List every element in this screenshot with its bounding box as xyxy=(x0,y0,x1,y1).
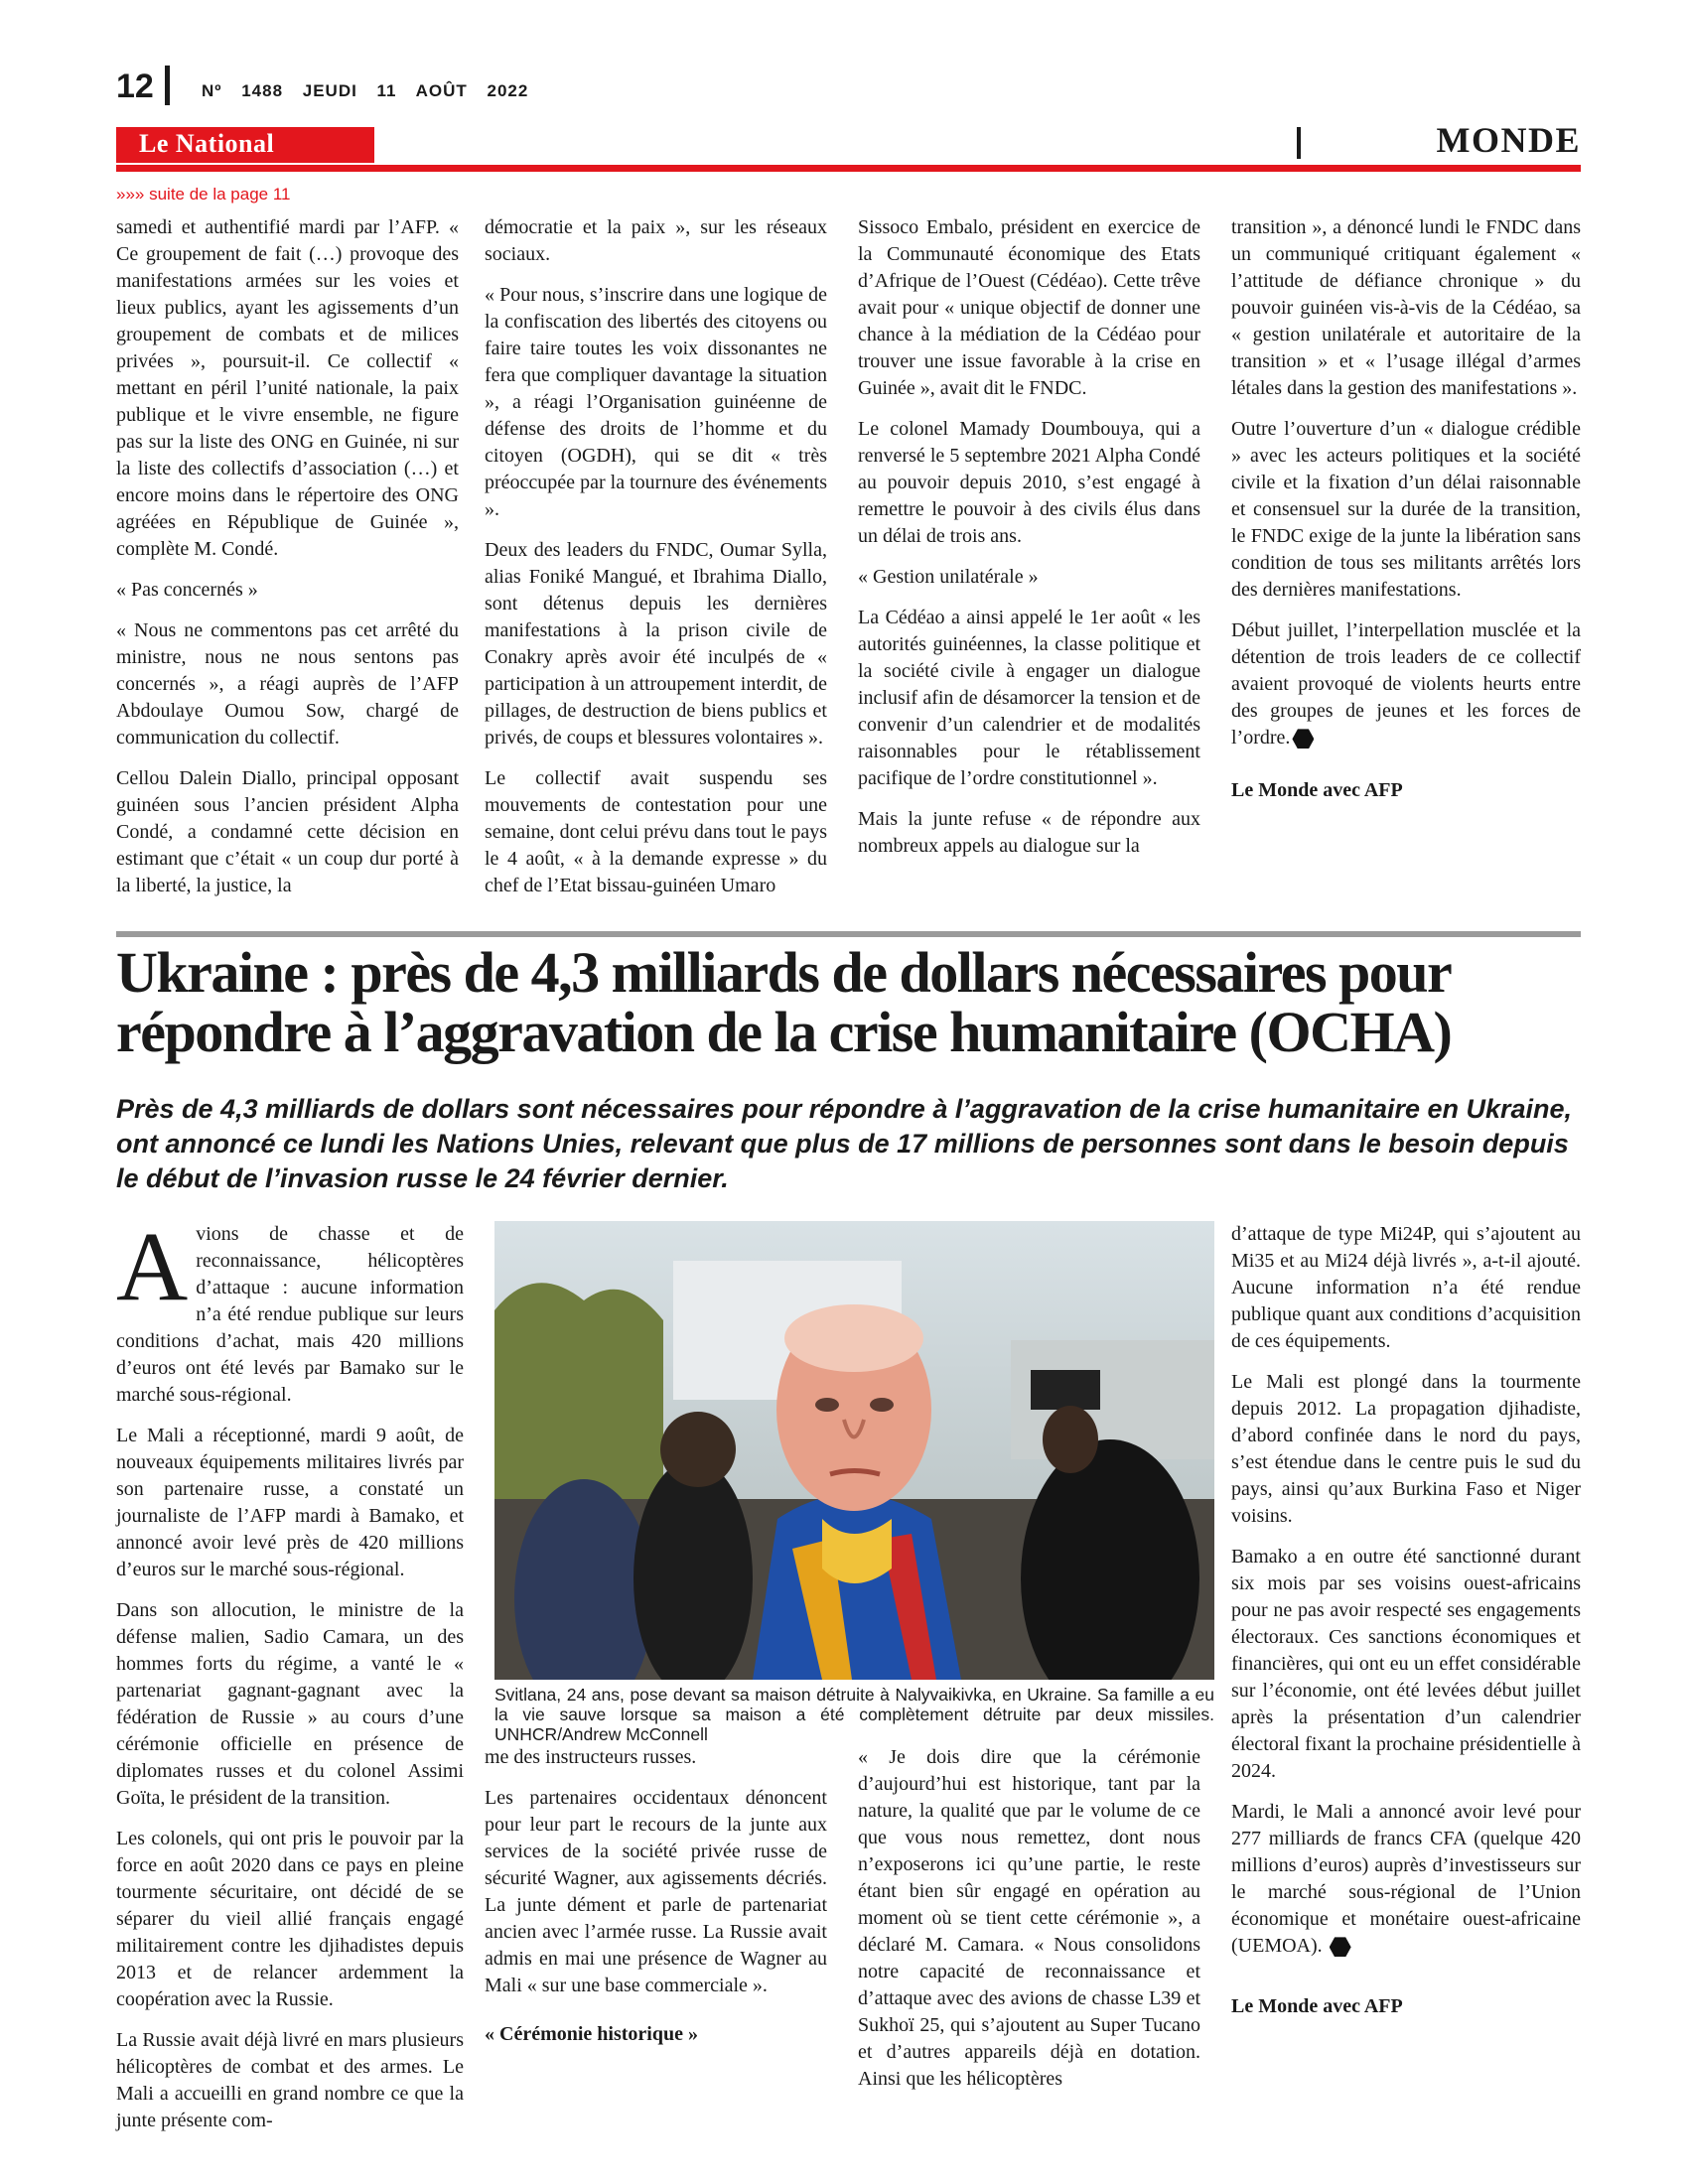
paragraph: me des instructeurs russes. xyxy=(485,1746,697,1768)
paragraph: Bamako a en outre été sanctionné durant six mois par ses voisins ouest-africains pour ne pas avoir respecté ses engagements électoraux. Ces sanctions économiques et financières, qui ont eu un effet considérable sur l’économie, ont été levées début juillet après la présentation d’un calendrier électoral fixant la prochaine présidentielle à 2024. xyxy=(1231,1546,1581,1782)
continued-from: »»» suite de la page 11 xyxy=(116,185,291,204)
top-article-col1 xyxy=(116,214,459,913)
paragraph: « Pour nous, s’inscrire dans une logique de la confiscation des libertés des citoyens ou faire taire toutes les voix dissonantes ne fera que compliquer davantage la situation », a réagi l’Organisation guinéenne de défense des droits de l’homme et du citoyen (OGDH), qui se dit « très préoccupée par la tournure des événements ». xyxy=(485,284,827,520)
article-separator xyxy=(116,931,1581,937)
paragraph: Le Mali est plongé dans la tourmente depuis 2012. La propagation djihadiste, d’abord confinée dans le nord du pays, s’est étendue dans le centre puis le sud du pays, ainsi qu’aux Burkina Faso et Niger voisins. xyxy=(1231,1371,1581,1527)
header-rule xyxy=(116,165,1581,172)
main-article-col1 xyxy=(116,1211,464,2148)
article-headline: Ukraine : près de 4,3 milliards de dollars nécessaires pour répondre à l’aggravation de la crise humanitaire (OCHA) xyxy=(116,940,1452,1064)
paragraph: « Je dois dire que la cérémonie d’aujourd’hui est historique, tant par la nature, la qualité que par le volume de ce que vous nous remettez, dont nous n’exposerons ici qu’une partie, le reste étant bien sûr engagé en opération au moment où se tient cette cérémonie », a déclaré M. Camara. « Nous consolidons notre capacité de reconnaissance et d’attaque avec des avions de chasse L39 et Sukhoï 25, qui s’ajoutent au Super Tucano et d’autres appareils déjà en dotation. Ainsi que les hélicoptères xyxy=(858,1746,1200,2090)
paragraph: « Nous ne commentons pas cet arrêté du ministre, nous ne nous sentons pas concernés », a réagi auprès de l’AFP Abdoulaye Oumou Sow, chargé de communication du collectif. xyxy=(116,619,459,749)
paragraph xyxy=(116,1211,464,1409)
paragraph: Mais la junte refuse « de répondre aux nombreux appels au dialogue sur la xyxy=(858,808,1200,857)
paragraph-text: vions de chasse et de reconnaissance, hélicoptères d’attaque : aucune information n’a été rendue publique sur leurs conditions d’achat, mais 420 millions d’euros ont été levés par Bamako sur le marché sous-régional. xyxy=(116,1223,464,1406)
paragraph: samedi et authentifié mardi par l’AFP. « Ce groupement de fait (…) provoque des manifestations armées sur les voies et lieux publics, ayant les agissements d’un groupement de combats et de milices privées », poursuit-il. Ce collectif « mettant en péril l’unité nationale, la paix publique et le vivre ensemble, ne figure pas sur la liste des ONG en Guinée, ni sur la liste des collectifs d’association (…) et encore moins dans le répertoire des ONG agréées en République de Guinée », complète M. Condé. xyxy=(116,216,459,560)
paragraph: Outre l’ouverture d’un « dialogue crédible » avec les acteurs politiques et la société civile et la fixation d’un délai raisonnable et consensuel sur la durée de la transition, le FNDC exige de la junte la libération sans condition de tous ses militants arrêtés lors des dernières manifestations. xyxy=(1231,418,1581,601)
main-article-col4 xyxy=(1231,1221,1581,2034)
section-title: MONDE xyxy=(1436,120,1581,160)
issue-date: Nº 1488 JEUDI 11 AOÛT 2022 xyxy=(202,81,529,100)
section-divider xyxy=(1297,127,1301,159)
article-signature: Le Monde avec AFP xyxy=(1231,1995,1403,2017)
paragraph: Sissoco Embalo, président en exercice de la Communauté économique des Etats d’Afrique de l’Ouest (Cédéao). Cette trêve avait pour « unique objectif de donner une chance à la médiation de la Cédéao pour trouver une issue favorable à la crise en Guinée », avait dit le FNDC. xyxy=(858,216,1200,399)
subheading: « Pas concernés » xyxy=(116,579,258,601)
end-mark-icon xyxy=(1292,729,1314,749)
brand-name: Le National xyxy=(139,129,275,158)
paragraph: La Russie avait déjà livré en mars plusieurs hélicoptères de combat et des armes. Le Mali a accueilli en grand nombre ce que la junte présente com- xyxy=(116,2029,464,2131)
paragraph: Le collectif avait suspendu ses mouvements de contestation pour une semaine, dont celui prévu dans tout le pays le 4 août, « à la demande expresse » du chef de l’Etat bissau-guinéen Umaro xyxy=(485,767,827,896)
end-mark-icon xyxy=(1330,1937,1351,1957)
photo-illustration xyxy=(494,1221,1214,1680)
paragraph: Deux des leaders du FNDC, Oumar Sylla, alias Foniké Mangué, et Ibrahima Diallo, sont détenus depuis les dernières manifestations à la prison civile de Conakry après avoir été inculpés de « participation à un attroupement interdit, de pillages, de destruction de biens publics et privés, de coups et blessures volontaires ». xyxy=(485,539,827,749)
article-lede: Près de 4,3 milliards de dollars sont nécessaires pour répondre à l’aggravation de la crise humanitaire en Ukraine, ont annoncé ce lundi les Nations Unies, relevant que plus de 17 millions de personnes sont dans le besoin depuis le début de l’invasion russe le 24 février dernier. xyxy=(116,1094,1573,1193)
header-divider xyxy=(165,66,170,105)
paragraph xyxy=(1231,617,1581,751)
paragraph: Les colonels, qui ont pris le pouvoir par la force en août 2020 dans ce pays en pleine tourmente sécuritaire, ont décidé de se séparer du vieil allié français engagé militairement contre les djihadistes depuis 2013 et de relancer ardemment la coopération avec la Russie. xyxy=(116,1828,464,2010)
paragraph: d’attaque de type Mi24P, qui s’ajoutent au Mi35 et au Mi24 déjà livrés », a-t-il ajouté. Aucune information n’a été rendue publique quant aux conditions d’acquisition de ces équipements. xyxy=(1231,1223,1581,1352)
paragraph: démocratie et la paix », sur les réseaux sociaux. xyxy=(485,216,827,265)
paragraph-text: Mardi, le Mali a annoncé avoir levé pour 277 milliards de francs CFA (quelque 420 millions d’euros) auprès d’investisseurs sur le marché sous-régional de l’Union économique et monétaire ouest-africaine (UEMOA). xyxy=(1231,1801,1581,1957)
main-article-col3 xyxy=(858,1744,1200,2107)
paragraph: La Cédéao a ainsi appelé le 1er août « les autorités guinéennes, la classe politique et la société civile à engager un dialogue inclusif afin de désamorcer la tension et de convenir d’un calendrier et de modalités raisonnables pour le rétablissement pacifique de l’ordre constitutionnel ». xyxy=(858,607,1200,789)
paragraph: Cellou Dalein Diallo, principal opposant guinéen sous l’ancien président Alpha Condé, a condamné cette décision en estimant que c’était « un coup dur porté à la liberté, la justice, la xyxy=(116,767,459,896)
top-article-col3 xyxy=(858,214,1200,874)
article-photo xyxy=(494,1221,1214,1680)
article-signature: Le Monde avec AFP xyxy=(1231,779,1403,801)
photo-caption: Svitlana, 24 ans, pose devant sa maison détruite à Nalyvaikivka, en Ukraine. Sa famille a eu la vie sauve lorsque sa maison a été complètement détruite par deux missiles. UNHCR/Andrew McConnell xyxy=(494,1685,1214,1744)
paragraph: Dans son allocution, le ministre de la défense malien, Sadio Camara, un des hommes forts du régime, a vanté le « partenariat gagnant-gagnant avec la fédération de Russie » au cours d’une cérémonie officielle en présence de diplomates russes et du colonel Assimi Goïta, le président de la transition. xyxy=(116,1599,464,1809)
paragraph: Le Mali a réceptionné, mardi 9 août, de nouveaux équipements militaires livrés par son partenaire russe, a constaté un journaliste de l’AFP mardi à Bamako, et annoncé avoir levé près de 420 millions d’euros sur le marché sous-régional. xyxy=(116,1425,464,1580)
page-number: 12 xyxy=(116,68,154,105)
top-article-col2 xyxy=(485,214,827,913)
paragraph xyxy=(1231,1799,1581,1960)
paragraph: Le colonel Mamady Doumbouya, qui a renversé le 5 septembre 2021 Alpha Condé au pouvoir depuis 2010, s’est engagé à remettre le pouvoir à des civils élus dans un délai de trois ans. xyxy=(858,418,1200,547)
subheading: « Cérémonie historique » xyxy=(485,2023,698,2045)
main-article-col2 xyxy=(485,1744,827,2062)
drop-cap: A xyxy=(116,1211,189,1321)
paragraph: Les partenaires occidentaux dénoncent pour leur part le recours de la junte aux services de la société privée russe de sécurité Wagner, aux agissements décriés. La junte dément et parle de partenariat ancien avec l’armée russe. La Russie avait admis en mai une présence de Wagner au Mali « sur une base commerciale ». xyxy=(485,1787,827,1996)
subheading: « Gestion unilatérale » xyxy=(858,566,1039,588)
top-article-col4 xyxy=(1231,214,1581,818)
paragraph-text: Début juillet, l’interpellation musclée et la détention de trois leaders de ce collectif avaient provoqué de violents heurts entre des groupes de jeunes et les forces de l’ordre. xyxy=(1231,619,1581,749)
paragraph: transition », a dénoncé lundi le FNDC dans un communiqué critiquant également « l’attitude de défiance chronique » du pouvoir guinéen vis-à-vis de la Cédéao, sa « gestion unilatérale et autoritaire de la transition » et « l’usage illégal d’armes létales dans la gestion des manifestations ». xyxy=(1231,216,1581,399)
